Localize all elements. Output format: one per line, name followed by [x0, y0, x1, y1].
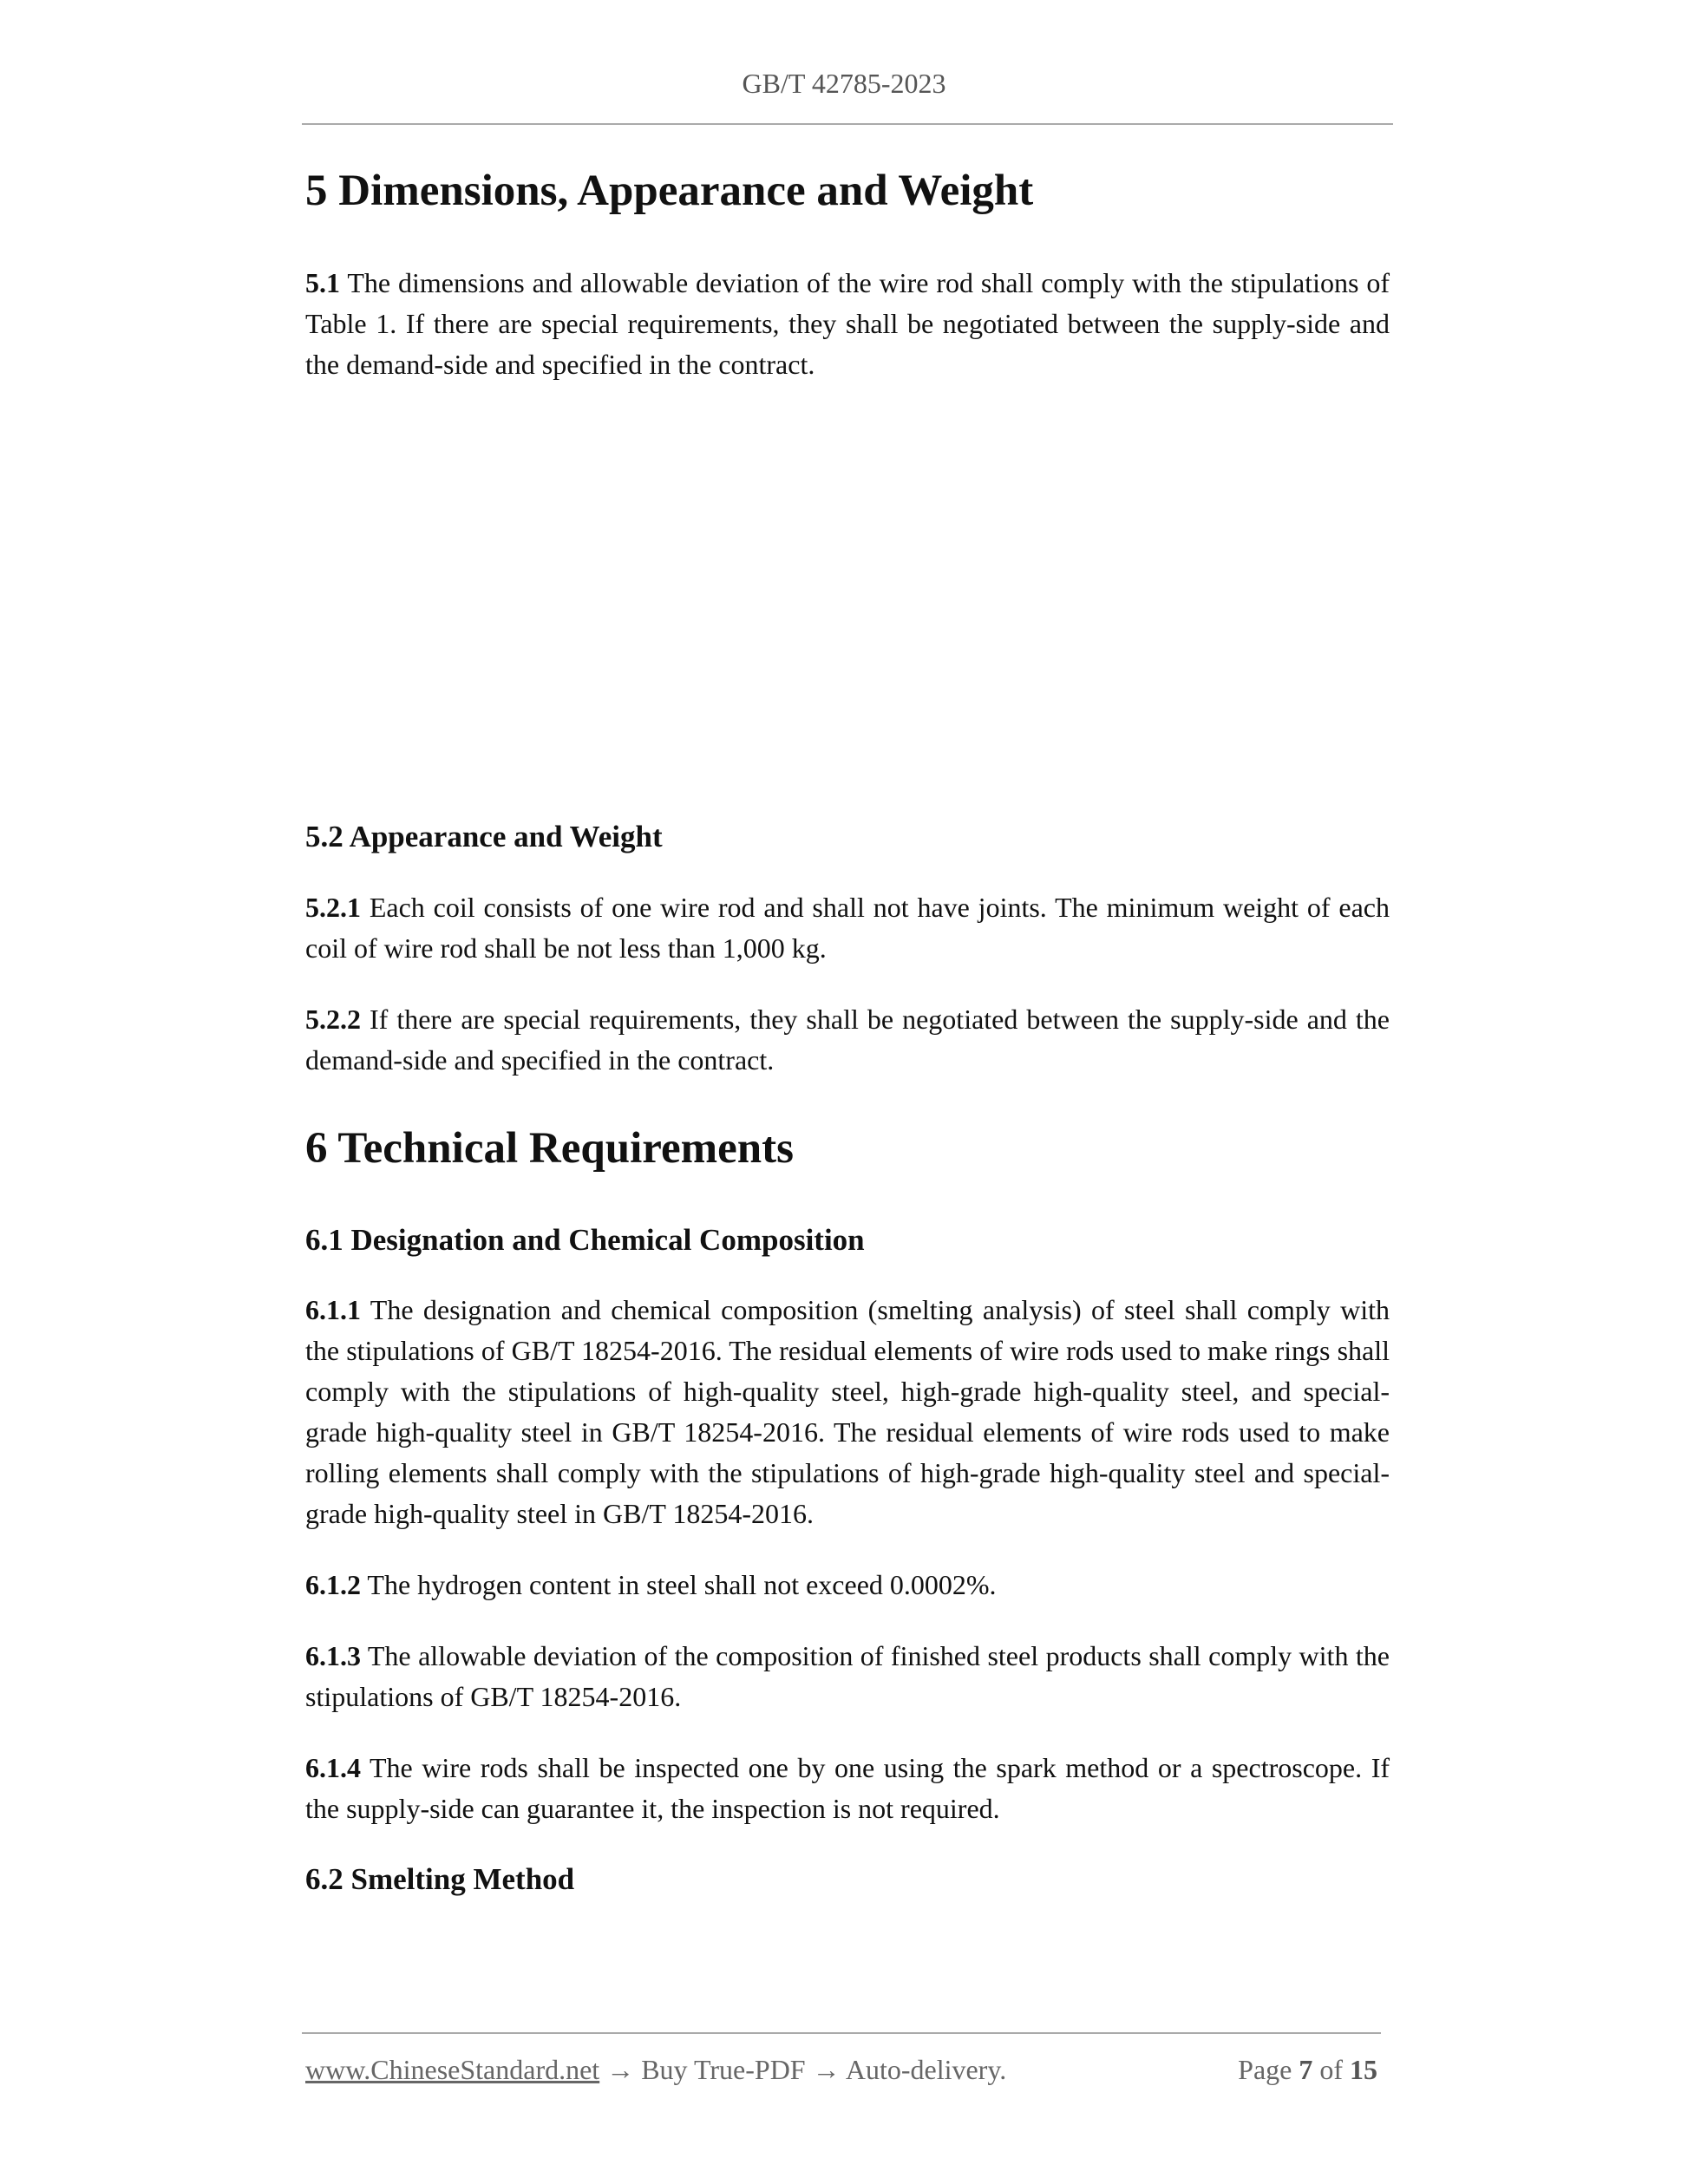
document-code-header: GB/T 42785-2023: [742, 68, 946, 99]
clause-5-1: [305, 263, 1390, 385]
section-5-2-heading: 5.2 Appearance and Weight: [305, 820, 663, 854]
total-pages-number: 15: [1350, 2054, 1377, 2085]
clause-6-1-2-text: The hydrogen content in steel shall not exceed 0.0002%.: [361, 1569, 997, 1601]
clause-6-1-2-number: 6.1.2: [305, 1569, 361, 1601]
section-6-2-heading: 6.2 Smelting Method: [305, 1862, 575, 1897]
clause-6-1-3-number: 6.1.3: [305, 1640, 361, 1672]
clause-6-1-1-number: 6.1.1: [305, 1294, 361, 1326]
delivery-text: Auto-delivery.: [845, 2054, 1007, 2085]
page-label: Page: [1238, 2054, 1299, 2085]
arrow-icon: →: [599, 2054, 642, 2085]
clause-6-1-1: [305, 1290, 1390, 1534]
clause-6-1-1-text: The designation and chemical composition (smelting analysis) of steel shall comply with the stipulations of GB/T 18254-2016. The residual elements of wire rods used to make rings shall comply with the stipulations of high-quality steel, high-grade high-quality steel, and special-grade high-quality steel in GB/T 18254-2016. The residual elements of wire rods used to make rolling elements shall comply with the stipulations of high-grade high-quality steel and special-grade high-quality steel in GB/T 18254-2016.: [305, 1294, 1390, 1530]
blank-table-area: [305, 385, 1390, 817]
clause-5-1-number: 5.1: [305, 267, 340, 299]
current-page-number: 7: [1299, 2054, 1313, 2085]
of-label: of: [1312, 2054, 1350, 2085]
clause-5-2-2-text: If there are special requirements, they shall be negotiated between the supply-side and the demand-side and specified in the contract.: [305, 1003, 1390, 1076]
clause-5-2-1-text: Each coil consists of one wire rod and shall not have joints. The minimum weight of each coil of wire rod shall be not less than 1,000 kg.: [305, 891, 1390, 964]
site-link[interactable]: www.ChineseStandard.net: [305, 2054, 600, 2085]
header-divider: [302, 123, 1393, 125]
clause-5-2-2-number: 5.2.2: [305, 1003, 361, 1035]
clause-6-1-4: [305, 1748, 1390, 1829]
clause-6-1-2: [305, 1565, 1390, 1605]
clause-5-2-2: [305, 999, 1390, 1081]
section-6-1-heading: 6.1 Designation and Chemical Composition: [305, 1222, 865, 1257]
clause-5-1-text: The dimensions and allowable deviation of the wire rod shall comply with the stipulations of Table 1. If there are special requirements, they shall be negotiated between the supply-side and the demand-side and specified in the contract.: [305, 267, 1390, 381]
clause-6-1-4-number: 6.1.4: [305, 1752, 361, 1784]
section-6-heading: 6 Technical Requirements: [305, 1123, 794, 1173]
section-5-heading: 5 Dimensions, Appearance and Weight: [305, 167, 1034, 215]
footer-promo: [305, 2054, 1006, 2086]
footer-divider: [302, 2032, 1381, 2034]
clause-6-1-4-text: The wire rods shall be inspected one by one using the spark method or a spectroscope. If the supply-side can guarantee it, the inspection is not required.: [305, 1752, 1390, 1825]
arrow-icon: →: [805, 2054, 846, 2085]
clause-5-2-1: [305, 887, 1390, 969]
buy-text: Buy True-PDF: [641, 2054, 806, 2085]
clause-6-1-3: [305, 1636, 1390, 1717]
clause-5-2-1-number: 5.2.1: [305, 891, 361, 923]
clause-6-1-3-text: The allowable deviation of the composition of finished steel products shall comply with the stipulations of GB/T 18254-2016.: [305, 1640, 1390, 1713]
page-indicator: [1211, 2054, 1377, 2086]
document-body: [305, 165, 1390, 1900]
